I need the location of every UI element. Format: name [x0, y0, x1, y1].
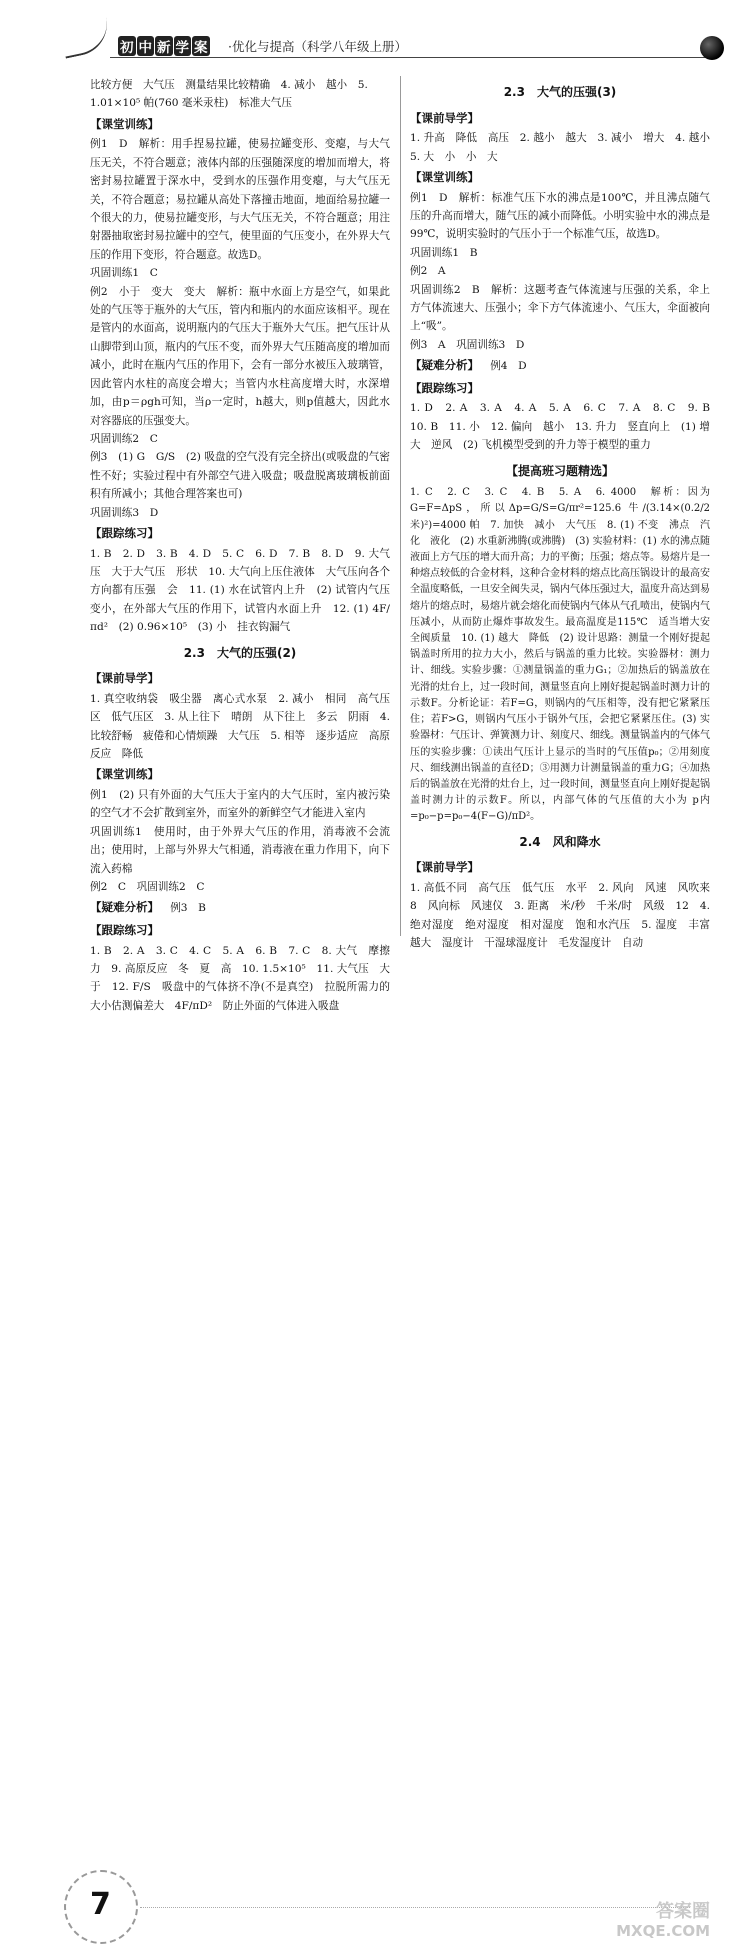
- answer-line: 比较方便 大气压 测量结果比较精确 4. 减小 越小 5.: [90, 79, 368, 91]
- answer-paragraph: 1. C 2. C 3. C 4. B 5. A 6. 4000 解析：因为G=F=ΔpS，所以Δp=G/S=G/πr²=125.6 牛/(3.14×(0.2/2 米)²)=4000 帕 7. 加快 减小 大气压 8. (1) 不变 沸点 汽化 液化 (2) 水重新沸腾(或沸腾) (3) 实验材料：(1) 水的沸点随液面上方气压的增大而升高；力的平衡；压强；熔点等。易熔片是一种熔点较低的合金材料，这种合金材料的熔点比高压锅设计的最高安全温度略低，一旦安全阀失灵，锅内气体压强过大，温度升高达到易熔片的熔点时，易熔片就会熔化而使锅内气体从气孔喷出，使锅内气压减小，从而防止爆炸事故发生。最高温度是115℃ 适当增大安全阀质量 10. (1) 越大 降低 (2) 设计思路：测量一个刚好提起锅盖时所用的拉力大小，然后与锅盖的重力比较。实验器材：测力计、细线。实验步骤：①测量锅盖的重力G₁；②加热后的锅盖放在光滑的灶台上，过一段时间，测量竖直向上刚好提起锅盖时测力计的示数F。分析论证：若F=G，则锅内的气压相等，没有把它紧紧压住；若F>G，则锅内气压小于锅外气压，会把它紧紧压住。(3) 实验器材：气压计、弹簧测力计、刻度尺、细线。测量锅盖内的气体气压的实验步骤：①读出气压计上显示的当时的气压值p₀；②用刻度尺、细线测出锅盖的直径D；③用测力计测量锅盖的重力G；④加热后的锅盖放在光滑的灶台上，过一段时间，测量竖直向上刚好提起锅盖时测力计的示数F。所以，内部气体的气压值的大小为 p内=p₀−p=p₀−4(F−G)/πD²。: [410, 487, 710, 823]
- section-heading: 【课前导学】: [410, 110, 479, 125]
- lesson-title: 2.4 风和降水: [519, 834, 601, 849]
- answer-paragraph: 巩固训练2 B 解析：这题考查气体流速与压强的关系，伞上方气体流速大、压强小；伞下方气体流速小、气压大，伞面被向上“吸”。: [410, 283, 710, 333]
- lesson-title: 2.3 大气的压强(2): [183, 645, 297, 660]
- answer-line: 巩固训练3 D: [90, 506, 159, 519]
- page-footer: [0, 932, 750, 1940]
- answer-paragraph: 1. 高低不同 高气压 低气压 水平 2. 风向 风速 风吹来 8 风向标 风速仪 3. 距离 米/秒 千米/时 风级 12 4. 绝对湿度 绝对湿度 相对湿度 饱和水汽压 5. 湿度 丰富 越大 湿度计 干湿球湿度计 毛发湿度计 自动: [410, 881, 721, 949]
- logo-char: 学: [174, 36, 192, 56]
- right-column: [410, 76, 721, 952]
- section-heading: 【疑难分析】: [410, 358, 479, 373]
- series-logo: [118, 36, 211, 56]
- answer-line: 1. 升高 降低 高压 2. 越小 越大 3. 减小 增大 4. 越小 5. 大 小 小 大: [410, 132, 721, 163]
- answer-paragraph: 例1 D 解析：用手捏易拉罐，使易拉罐变形、变瘪，与大气压无关，不符合题意；液体内部的压强随深度的增加而增大，将密封易拉罐置于深水中，受到水的压强作用变瘪，与大气压无关，不符合题意；易拉罐从高处下落撞击地面，地面给易拉罐一个很大的力，使易拉罐变形，与大气压无关，不符合题意；用注射器抽取密封易拉罐中的空气，使里面的气压变小，在外界大气压的作用下变形，符合题意。故选D。: [90, 138, 390, 261]
- section-heading: 【疑难分析】: [90, 900, 159, 915]
- logo-char: 新: [155, 36, 173, 56]
- page-header: [0, 0, 750, 70]
- answer-line: 巩固训练1 C: [90, 267, 158, 280]
- section-heading: 【跟踪练习】: [90, 923, 159, 937]
- footer-rule: [140, 1907, 690, 1908]
- header-rule: [110, 57, 710, 58]
- logo-char: 案: [192, 36, 210, 56]
- column-divider: [400, 76, 401, 936]
- section-heading: 【课堂训练】: [410, 170, 479, 184]
- section-heading: 【跟踪练习】: [90, 525, 159, 540]
- logo-char: 中: [137, 36, 155, 56]
- answer-paragraph: 巩固训练1 使用时，由于外界大气压的作用，消毒液不会流出；使用时，上部与外界大气相通，消毒液在重力作用下，向下流入药棉: [90, 825, 390, 875]
- answer-paragraph: 例1 (2) 只有外面的大气压大于室内的大气压时，室内被污染的空气才不会扩散到室外，而室外的新鲜空气才能进入室内: [90, 788, 390, 820]
- answer-paragraph: 例2 小于 变大 变大 解析：瓶中水面上方是空气，如果此处的气压等于瓶外的大气压，管内和瓶内的水面应该相平。现在是管内的水面高，说明瓶内的气压大于瓶外大气压。把气压计从山脚带到山顶，瓶内的气压不变，而外界大气压随高度的增加而减小，此时在瓶内气压的作用下，会有一部分水被压入玻璃管，因此管内水柱的高度会增大；当管内水柱高度增大时，水深增加，由p＝ρgh可知，当ρ一定时，h越大，则p值越大，因此水对容器底的压强变大。: [90, 285, 390, 427]
- answer-line: 例3 B: [170, 902, 206, 915]
- answer-line: 巩固训练1 B: [410, 246, 478, 259]
- answer-line: 例3 A 巩固训练3 D: [410, 338, 525, 351]
- section-heading: 【课堂训练】: [90, 116, 159, 131]
- answer-paragraph: 1. D 2. A 3. A 4. A 5. A 6. C 7. A 8. C 9. B 10. B 11. 小 12. 偏向 越小 13. 升力 竖直向上 (1) 增大 逆风 (2) 飞机模型受到的升力等于模型的重力: [410, 402, 721, 452]
- page-number: 7: [90, 1887, 111, 1922]
- section-heading: 【课前导学】: [410, 860, 479, 875]
- lesson-title: 2.3 大气的压强(3): [503, 85, 617, 99]
- section-heading: 【课前导学】: [90, 671, 159, 686]
- answer-paragraph: 例3 (1) G G/S (2) 吸盘的空气没有完全挤出(或吸盘的气密性不好；实验过程中有外部空气进入吸盘；吸盘脱离玻璃板前面积有所减小；其他合理答案也可): [90, 451, 390, 501]
- left-column: [90, 76, 390, 1015]
- answer-line: 1.01×10⁵ 帕(760 毫米汞柱) 标准大气压: [90, 97, 292, 110]
- swallow-logo-icon: [59, 17, 113, 58]
- answer-line: 巩固训练2 C: [90, 432, 158, 445]
- answer-paragraph: 例1 D 解析：标准气压下水的沸点是100℃，并且沸点随气压的升高而增大，随气压的减小而降低。小明实验中水的沸点是99℃，说明实验时的气压小于一个标准气压，故选D。: [410, 191, 710, 241]
- section-heading: 【课堂训练】: [90, 767, 159, 782]
- watermark-url: MXQE.COM: [616, 1922, 710, 1940]
- section-heading: 【提高班习题精选】: [505, 463, 614, 478]
- book-title: ·优化与提高（科学八年级上册）: [228, 39, 407, 54]
- section-heading: 【跟踪练习】: [410, 380, 479, 395]
- logo-char: 初: [118, 36, 136, 56]
- answer-line: 例2 C 巩固训练2 C: [90, 881, 205, 893]
- decorative-ball-icon: [700, 36, 724, 60]
- answer-paragraph: 1. B 2. D 3. B 4. D 5. C 6. D 7. B 8. D 9. 大气压 大于大气压 形状 10. 大气向上压住液体 大气压向各个方向都有压强 会 11. (1) 水在试管内上升 (2) 试管内气压变小，在外部大气压的作用下，试管内水面上升 12. (1) 4F/πd² (2) 0.96×10⁵ (3) 小 挂衣钩漏气: [90, 547, 390, 634]
- watermark: 答案圈: [656, 1901, 710, 1922]
- answer-line: 例2 A: [410, 265, 446, 278]
- answer-paragraph: 1. B 2. A 3. C 4. C 5. A 6. B 7. C 8. 大气 摩擦力 9. 高原反应 冬 夏 高 10. 1.5×10⁵ 11. 大气压 大于 12. F/S 吸盘中的气体挤不净(不是真空) 拉脱所需力的大小估测偏差大 4F/πD² 防止外面的气体进入吸盘: [90, 944, 390, 1012]
- answer-line: 例4 D: [490, 360, 527, 373]
- answer-paragraph: 1. 真空收纳袋 吸尘器 离心式水泵 2. 减小 相同 高气压区 低气压区 3. 从上往下 晴朗 从下往上 多云 阴雨 4. 比较舒畅 疲倦和心情烦躁 大气压 5. 相等 逐步适应 高原反应 降低: [90, 692, 390, 760]
